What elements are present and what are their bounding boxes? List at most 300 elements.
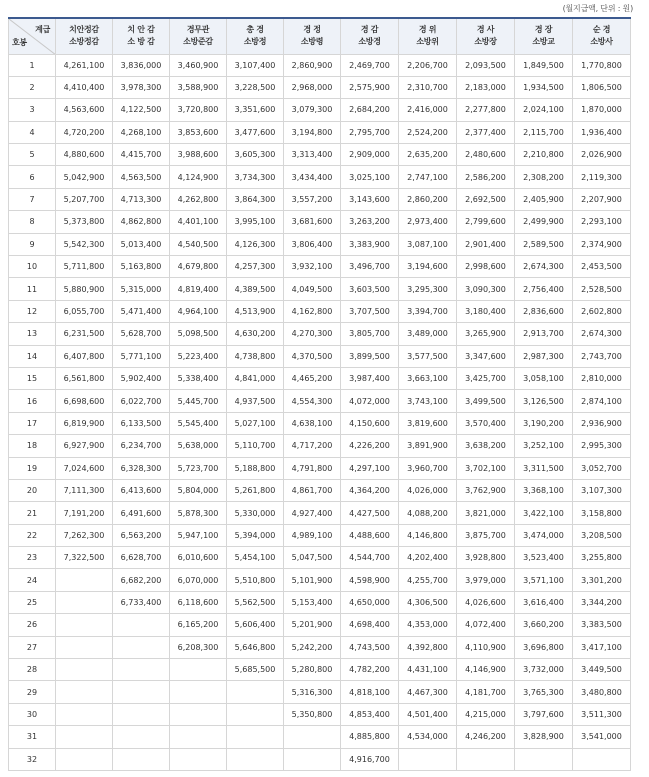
salary-cell: 3,313,400 (284, 144, 341, 166)
column-header (56, 18, 113, 54)
salary-cell: 3,422,100 (515, 502, 573, 524)
table-row (9, 121, 631, 143)
salary-cell (56, 681, 113, 703)
salary-cell: 1,870,000 (573, 99, 631, 121)
salary-cell: 3,605,300 (227, 144, 284, 166)
salary-cell: 3,570,400 (457, 412, 515, 434)
salary-cell: 2,860,200 (399, 188, 457, 210)
salary-cell: 2,973,400 (399, 211, 457, 233)
salary-cell: 5,947,100 (170, 524, 227, 546)
salary-cell (113, 726, 170, 748)
salary-cell: 3,660,200 (515, 614, 573, 636)
salary-cell: 3,263,200 (341, 211, 399, 233)
salary-cell (227, 681, 284, 703)
salary-cell (515, 748, 573, 770)
salary-cell: 3,194,800 (284, 121, 341, 143)
salary-cell: 3,344,200 (573, 591, 631, 613)
salary-cell (227, 726, 284, 748)
salary-cell: 6,563,200 (113, 524, 170, 546)
salary-cell: 3,743,100 (399, 390, 457, 412)
salary-cell: 5,153,400 (284, 591, 341, 613)
salary-cell: 4,257,300 (227, 256, 284, 278)
salary-cell: 5,098,500 (170, 323, 227, 345)
salary-cell: 4,488,600 (341, 524, 399, 546)
salary-cell: 4,072,000 (341, 390, 399, 412)
salary-cell: 4,598,900 (341, 569, 399, 591)
salary-cell: 3,979,000 (457, 569, 515, 591)
salary-cell: 3,806,400 (284, 233, 341, 255)
salary-cell: 4,819,400 (170, 278, 227, 300)
salary-cell: 2,277,800 (457, 99, 515, 121)
police-rank-label: 경 장 (534, 25, 553, 35)
salary-cell: 5,242,200 (284, 636, 341, 658)
salary-cell: 6,927,900 (56, 435, 113, 457)
salary-cell: 1,770,800 (573, 54, 631, 76)
salary-cell: 5,902,400 (113, 367, 170, 389)
step-number: 1 (9, 54, 56, 76)
salary-cell: 3,347,600 (457, 345, 515, 367)
salary-cell: 3,417,100 (573, 636, 631, 658)
table-row (9, 166, 631, 188)
salary-cell: 4,162,800 (284, 300, 341, 322)
salary-cell: 2,901,400 (457, 233, 515, 255)
fire-rank-label: 소방사 (590, 37, 613, 47)
salary-cell: 3,052,700 (573, 457, 631, 479)
column-header (515, 18, 573, 54)
salary-cell: 3,978,300 (113, 76, 170, 98)
salary-cell: 3,511,300 (573, 703, 631, 725)
salary-cell: 4,738,800 (227, 345, 284, 367)
step-number: 23 (9, 547, 56, 569)
step-number: 12 (9, 300, 56, 322)
fire-rank-label: 소방위 (416, 37, 439, 47)
corner-label-rank: 계급 (35, 25, 50, 34)
salary-cell (227, 748, 284, 770)
salary-cell: 5,542,300 (56, 233, 113, 255)
table-row (9, 636, 631, 658)
salary-cell: 3,058,100 (515, 367, 573, 389)
salary-cell: 3,480,800 (573, 681, 631, 703)
salary-cell (227, 703, 284, 725)
salary-cell: 4,306,500 (399, 591, 457, 613)
salary-cell: 2,810,000 (573, 367, 631, 389)
salary-cell (56, 569, 113, 591)
salary-cell: 3,351,600 (227, 99, 284, 121)
salary-cell: 3,819,600 (399, 412, 457, 434)
step-number: 24 (9, 569, 56, 591)
salary-cell: 3,891,900 (399, 435, 457, 457)
step-number: 18 (9, 435, 56, 457)
salary-cell: 4,122,500 (113, 99, 170, 121)
salary-cell: 3,107,400 (227, 54, 284, 76)
step-number: 6 (9, 166, 56, 188)
salary-cell: 4,389,500 (227, 278, 284, 300)
salary-cell: 3,805,700 (341, 323, 399, 345)
salary-cell: 5,201,900 (284, 614, 341, 636)
salary-cell: 2,026,900 (573, 144, 631, 166)
salary-cell: 4,853,400 (341, 703, 399, 725)
salary-cell: 3,434,400 (284, 166, 341, 188)
salary-cell: 5,723,700 (170, 457, 227, 479)
fire-rank-label: 소방교 (532, 37, 555, 47)
salary-cell: 2,936,900 (573, 412, 631, 434)
salary-cell: 2,674,300 (573, 323, 631, 345)
salary-cell: 5,471,400 (113, 300, 170, 322)
salary-cell: 5,013,400 (113, 233, 170, 255)
salary-cell: 6,234,700 (113, 435, 170, 457)
table-row (9, 748, 631, 770)
salary-cell: 7,262,300 (56, 524, 113, 546)
salary-cell: 3,368,100 (515, 479, 573, 501)
salary-cell: 5,047,500 (284, 547, 341, 569)
salary-cell: 3,425,700 (457, 367, 515, 389)
salary-cell: 5,878,300 (170, 502, 227, 524)
salary-cell: 6,407,800 (56, 345, 113, 367)
salary-cell: 4,937,500 (227, 390, 284, 412)
salary-cell: 5,545,400 (170, 412, 227, 434)
salary-cell: 3,126,500 (515, 390, 573, 412)
salary-cell (170, 726, 227, 748)
salary-cell: 4,679,800 (170, 256, 227, 278)
salary-cell: 5,445,700 (170, 390, 227, 412)
salary-cell: 4,880,600 (56, 144, 113, 166)
salary-cell: 5,207,700 (56, 188, 113, 210)
salary-cell: 6,819,900 (56, 412, 113, 434)
salary-cell: 3,720,800 (170, 99, 227, 121)
salary-cell: 3,496,700 (341, 256, 399, 278)
salary-cell: 2,405,900 (515, 188, 573, 210)
salary-cell: 6,491,600 (113, 502, 170, 524)
salary-cell: 5,223,400 (170, 345, 227, 367)
step-number: 26 (9, 614, 56, 636)
salary-cell: 3,489,000 (399, 323, 457, 345)
step-number: 27 (9, 636, 56, 658)
salary-cell: 2,913,700 (515, 323, 573, 345)
salary-cell: 1,934,500 (515, 76, 573, 98)
salary-cell: 4,431,100 (399, 659, 457, 681)
salary-cell: 6,070,000 (170, 569, 227, 591)
salary-cell: 4,262,800 (170, 188, 227, 210)
salary-cell: 7,322,500 (56, 547, 113, 569)
salary-cell: 3,252,100 (515, 435, 573, 457)
salary-cell: 2,207,900 (573, 188, 631, 210)
table-row (9, 278, 631, 300)
table-row (9, 188, 631, 210)
salary-cell: 3,265,900 (457, 323, 515, 345)
salary-cell: 3,696,800 (515, 636, 573, 658)
salary-cell: 4,818,100 (341, 681, 399, 703)
salary-cell: 6,733,400 (113, 591, 170, 613)
step-number: 7 (9, 188, 56, 210)
salary-cell: 2,909,000 (341, 144, 399, 166)
salary-cell: 3,836,000 (113, 54, 170, 76)
step-number: 10 (9, 256, 56, 278)
header-row (9, 18, 631, 54)
salary-cell: 6,682,200 (113, 569, 170, 591)
salary-cell: 5,101,900 (284, 569, 341, 591)
salary-cell: 4,202,400 (399, 547, 457, 569)
salary-cell: 4,401,100 (170, 211, 227, 233)
salary-cell: 6,165,200 (170, 614, 227, 636)
salary-cell: 3,988,600 (170, 144, 227, 166)
salary-cell: 3,588,900 (170, 76, 227, 98)
salary-cell: 3,190,200 (515, 412, 573, 434)
column-header (170, 18, 227, 54)
salary-cell: 3,383,500 (573, 614, 631, 636)
salary-cell: 5,454,100 (227, 547, 284, 569)
salary-cell: 3,797,600 (515, 703, 573, 725)
salary-cell: 2,210,800 (515, 144, 573, 166)
salary-cell: 4,226,200 (341, 435, 399, 457)
salary-cell: 2,183,000 (457, 76, 515, 98)
salary-cell: 3,557,200 (284, 188, 341, 210)
salary-cell: 4,088,200 (399, 502, 457, 524)
salary-cell: 4,544,700 (341, 547, 399, 569)
salary-cell: 3,090,300 (457, 278, 515, 300)
salary-cell: 4,467,300 (399, 681, 457, 703)
salary-cell (284, 748, 341, 770)
salary-cell: 4,650,000 (341, 591, 399, 613)
salary-cell: 4,110,900 (457, 636, 515, 658)
salary-cell: 4,791,800 (284, 457, 341, 479)
salary-cell: 2,310,700 (399, 76, 457, 98)
salary-cell: 4,927,400 (284, 502, 341, 524)
table-row (9, 300, 631, 322)
salary-cell: 5,804,000 (170, 479, 227, 501)
column-header (113, 18, 170, 54)
table-row (9, 390, 631, 412)
salary-cell: 4,638,100 (284, 412, 341, 434)
salary-cell: 2,024,100 (515, 99, 573, 121)
salary-cell: 4,370,500 (284, 345, 341, 367)
salary-cell: 4,964,100 (170, 300, 227, 322)
salary-cell: 1,849,500 (515, 54, 573, 76)
corner-cell (9, 18, 56, 54)
salary-cell: 5,880,900 (56, 278, 113, 300)
table-row (9, 479, 631, 501)
table-row (9, 591, 631, 613)
table-header (9, 18, 631, 54)
salary-cell: 3,932,100 (284, 256, 341, 278)
salary-cell: 4,268,100 (113, 121, 170, 143)
salary-cell: 3,995,100 (227, 211, 284, 233)
column-header (284, 18, 341, 54)
salary-cell: 5,628,700 (113, 323, 170, 345)
salary-cell (113, 748, 170, 770)
salary-cell: 1,936,400 (573, 121, 631, 143)
salary-cell: 3,208,500 (573, 524, 631, 546)
salary-table (8, 17, 631, 771)
salary-cell: 2,528,500 (573, 278, 631, 300)
table-row (9, 524, 631, 546)
salary-cell: 2,874,100 (573, 390, 631, 412)
salary-cell: 5,606,400 (227, 614, 284, 636)
salary-cell: 3,541,000 (573, 726, 631, 748)
step-number: 22 (9, 524, 56, 546)
salary-cell (56, 703, 113, 725)
step-number: 15 (9, 367, 56, 389)
salary-cell: 3,523,400 (515, 547, 573, 569)
salary-cell: 3,025,100 (341, 166, 399, 188)
salary-cell: 4,563,500 (113, 166, 170, 188)
salary-cell: 4,150,600 (341, 412, 399, 434)
salary-cell: 3,079,300 (284, 99, 341, 121)
salary-cell: 2,589,500 (515, 233, 573, 255)
salary-cell: 6,133,500 (113, 412, 170, 434)
column-header (399, 18, 457, 54)
salary-cell: 3,899,500 (341, 345, 399, 367)
salary-cell: 4,989,100 (284, 524, 341, 546)
salary-cell: 4,146,800 (399, 524, 457, 546)
salary-cell: 2,453,500 (573, 256, 631, 278)
salary-cell: 5,338,400 (170, 367, 227, 389)
salary-cell: 3,499,500 (457, 390, 515, 412)
salary-cell: 4,181,700 (457, 681, 515, 703)
salary-cell: 2,692,500 (457, 188, 515, 210)
step-number: 31 (9, 726, 56, 748)
salary-cell: 6,208,300 (170, 636, 227, 658)
salary-cell: 4,364,200 (341, 479, 399, 501)
salary-cell: 4,698,400 (341, 614, 399, 636)
salary-cell: 2,684,200 (341, 99, 399, 121)
salary-cell: 6,561,800 (56, 367, 113, 389)
step-number: 5 (9, 144, 56, 166)
salary-cell: 4,743,500 (341, 636, 399, 658)
police-rank-label: 치 안 감 (127, 25, 155, 35)
salary-cell: 7,191,200 (56, 502, 113, 524)
salary-cell: 4,885,800 (341, 726, 399, 748)
step-number: 16 (9, 390, 56, 412)
police-rank-label: 경 감 (360, 25, 379, 35)
salary-cell: 2,416,000 (399, 99, 457, 121)
salary-cell: 2,747,100 (399, 166, 457, 188)
column-header (227, 18, 284, 54)
salary-cell: 2,995,300 (573, 435, 631, 457)
salary-cell: 6,022,700 (113, 390, 170, 412)
salary-cell: 2,860,900 (284, 54, 341, 76)
table-row (9, 681, 631, 703)
salary-cell: 3,383,900 (341, 233, 399, 255)
salary-cell: 6,328,300 (113, 457, 170, 479)
salary-cell (170, 703, 227, 725)
salary-cell: 3,853,600 (170, 121, 227, 143)
salary-cell: 3,087,100 (399, 233, 457, 255)
step-number: 9 (9, 233, 56, 255)
salary-cell (113, 681, 170, 703)
police-rank-label: 경 위 (418, 25, 437, 35)
salary-cell: 4,841,000 (227, 367, 284, 389)
fire-rank-label: 소방준감 (183, 37, 213, 47)
salary-cell: 4,862,800 (113, 211, 170, 233)
salary-cell: 2,968,000 (284, 76, 341, 98)
step-number: 25 (9, 591, 56, 613)
step-number: 4 (9, 121, 56, 143)
salary-cell: 3,681,600 (284, 211, 341, 233)
salary-cell: 5,042,900 (56, 166, 113, 188)
table-row (9, 726, 631, 748)
salary-cell: 3,301,200 (573, 569, 631, 591)
salary-cell: 2,586,200 (457, 166, 515, 188)
table-row (9, 345, 631, 367)
table-row (9, 457, 631, 479)
salary-cell: 3,762,900 (457, 479, 515, 501)
salary-cell: 6,118,600 (170, 591, 227, 613)
salary-cell: 2,206,700 (399, 54, 457, 76)
table-row (9, 99, 631, 121)
salary-cell: 2,674,300 (515, 256, 573, 278)
salary-cell: 4,563,600 (56, 99, 113, 121)
salary-cell (56, 659, 113, 681)
police-rank-label: 경 사 (476, 25, 495, 35)
salary-cell: 2,499,900 (515, 211, 573, 233)
salary-cell: 2,480,600 (457, 144, 515, 166)
table-row (9, 256, 631, 278)
salary-cell: 2,998,600 (457, 256, 515, 278)
salary-cell: 5,350,800 (284, 703, 341, 725)
police-rank-label: 치안정감 (69, 25, 99, 35)
salary-cell: 4,072,400 (457, 614, 515, 636)
salary-cell: 3,864,300 (227, 188, 284, 210)
step-number: 13 (9, 323, 56, 345)
step-number: 20 (9, 479, 56, 501)
salary-cell: 3,311,500 (515, 457, 573, 479)
salary-cell: 4,026,000 (399, 479, 457, 501)
salary-cell: 3,734,300 (227, 166, 284, 188)
salary-cell (399, 748, 457, 770)
fire-rank-label: 소방정 (243, 37, 267, 47)
step-number: 29 (9, 681, 56, 703)
salary-cell: 4,215,000 (457, 703, 515, 725)
step-number: 17 (9, 412, 56, 434)
salary-cell (457, 748, 515, 770)
salary-cell (284, 726, 341, 748)
salary-cell: 5,638,000 (170, 435, 227, 457)
table-row (9, 547, 631, 569)
table-row (9, 367, 631, 389)
salary-cell: 6,413,600 (113, 479, 170, 501)
salary-cell: 2,795,700 (341, 121, 399, 143)
salary-cell: 4,124,900 (170, 166, 227, 188)
salary-cell: 3,638,200 (457, 435, 515, 457)
salary-cell: 3,180,400 (457, 300, 515, 322)
salary-cell: 3,295,300 (399, 278, 457, 300)
salary-cell: 4,720,200 (56, 121, 113, 143)
salary-cell: 1,806,500 (573, 76, 631, 98)
salary-cell: 4,146,900 (457, 659, 515, 681)
salary-cell: 4,246,200 (457, 726, 515, 748)
fire-rank-label: 소방정감 (69, 37, 99, 47)
salary-cell: 3,875,700 (457, 524, 515, 546)
salary-cell: 4,297,100 (341, 457, 399, 479)
step-number: 30 (9, 703, 56, 725)
salary-cell: 4,465,200 (284, 367, 341, 389)
column-header (341, 18, 399, 54)
salary-cell: 3,107,300 (573, 479, 631, 501)
salary-cell (113, 614, 170, 636)
salary-cell (170, 681, 227, 703)
step-number: 8 (9, 211, 56, 233)
step-number: 19 (9, 457, 56, 479)
salary-cell: 3,158,800 (573, 502, 631, 524)
step-number: 32 (9, 748, 56, 770)
salary-cell: 5,685,500 (227, 659, 284, 681)
salary-cell: 5,330,000 (227, 502, 284, 524)
salary-cell: 6,010,600 (170, 547, 227, 569)
column-header (573, 18, 631, 54)
step-number: 3 (9, 99, 56, 121)
step-number: 28 (9, 659, 56, 681)
salary-cell: 3,143,600 (341, 188, 399, 210)
